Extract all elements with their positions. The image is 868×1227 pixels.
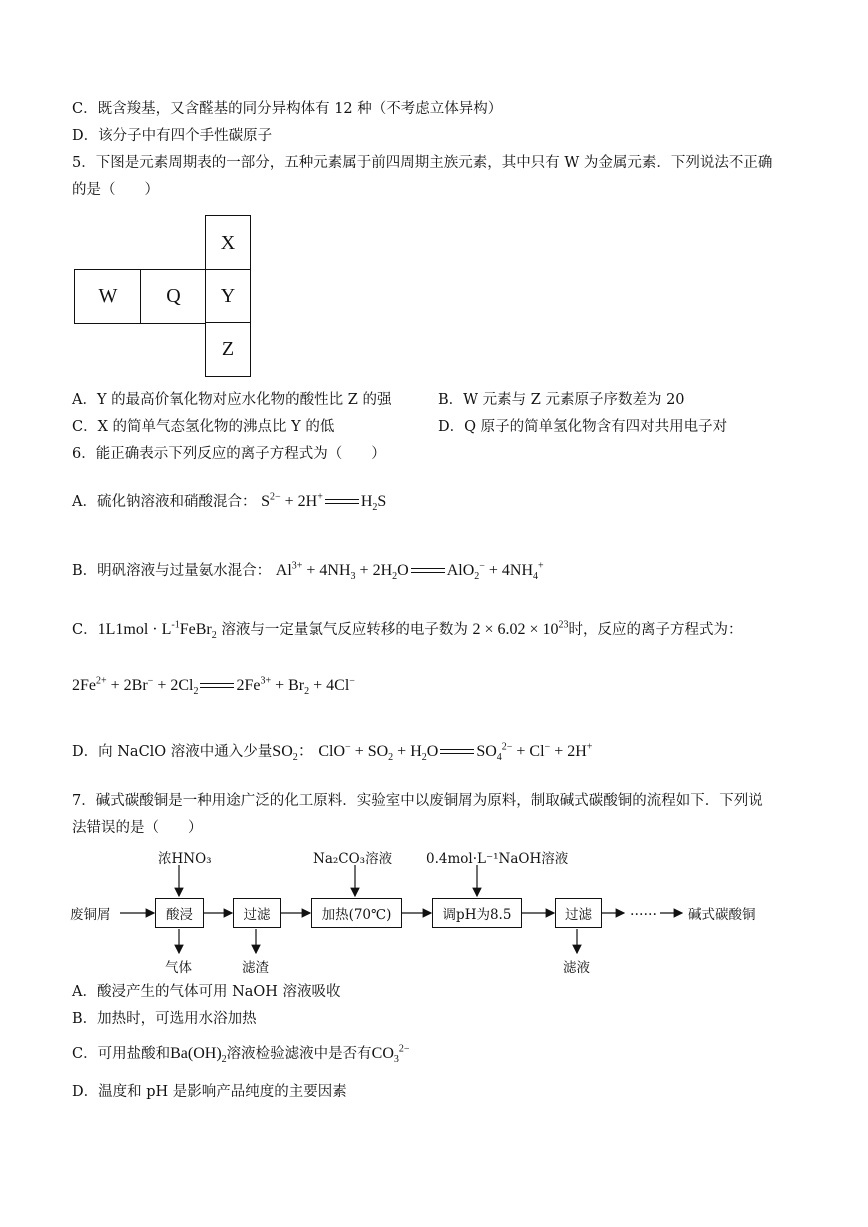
- q5-stem-line1: 5．下图是元素周期表的一部分，五种元素属于前四周期主族元素，其中只有 W 为金属元素．下列说法不正确: [72, 155, 773, 171]
- q6c-concentration: $1L1mol \cdot L^{-1}FeBr_2$: [97, 619, 217, 642]
- q7-option-b: B．加热时，可选用水浴加热: [72, 1011, 257, 1027]
- q6c-equation: $2Fe^{2+} + 2Br^- + 2Cl_2$ $2Fe^{3+} + Br_2 + 4Cl^-$: [72, 675, 355, 698]
- q5-option-c: C．X 的简单气态氢化物的沸点比 Y 的低: [72, 419, 335, 435]
- cell-z: Z: [205, 322, 251, 377]
- q6-stem: 6．能正确表示下列反应的离子方程式为（ ）: [72, 446, 386, 462]
- q6c-text1: 溶液与一定量氯气反应转移的电子数为: [221, 622, 468, 638]
- input-na2co3: Na₂CO₃溶液: [313, 851, 393, 867]
- q6-option-a: [72, 492, 386, 512]
- q6c-equation-line: [72, 676, 355, 696]
- flow-end: 碱式碳酸铜: [688, 907, 756, 923]
- q6-option-c: C．$1L1mol \cdot L^{-1}FeBr_2$ 溶液与一定量氯气反应转移的电子数为 $2 \times 6.02 \times 10^{23}$时，反应的离子方程式为：: [72, 619, 743, 642]
- cell-q: Q: [140, 269, 207, 324]
- q6a-text: A．硫化钠溶液和硝酸混合：: [72, 494, 257, 510]
- q6d-text: D．向 NaClO 溶液中通入少量: [72, 744, 273, 760]
- q7-option-d: D．温度和 pH 是影响产品纯度的主要因素: [72, 1084, 347, 1100]
- q6b-equation: $Al^{3+} + 4NH_3 + 2H_2O$ $AlO_2^- + 4NH_4^+$: [275, 560, 544, 583]
- q5-stem-line2: 的是（ ）: [72, 182, 159, 198]
- periodic-table-fragment: [74, 215, 252, 379]
- step-filter-1: 过滤: [233, 898, 281, 928]
- cell-y: Y: [205, 269, 251, 324]
- q7c-baoh2: $Ba(OH)_2$: [170, 1045, 227, 1066]
- q5-option-a: A．Y 的最高价氧化物对应水化物的酸性比 Z 的强: [72, 392, 392, 408]
- q7c-text2: 溶液检验滤液中是否有: [226, 1046, 372, 1062]
- step-acid-leach: 酸浸: [155, 898, 204, 928]
- step-filter-2: 过滤: [555, 898, 602, 928]
- q6a-equation: $S^{2-} + 2H^+$ $H_2S$: [261, 491, 387, 514]
- q4-option-d: D．该分子中有四个手性碳原子: [72, 128, 273, 144]
- q6d-equation: $ClO^- + SO_2 + H_2O$ $SO_4^{2-} + Cl^- + 2H^+$: [318, 741, 593, 764]
- cell-w: W: [74, 269, 142, 324]
- step-heat: 加热(70℃): [311, 898, 402, 928]
- input-naoh: 0.4mol·L⁻¹NaOH溶液: [426, 851, 569, 867]
- q7c-text1: C．可用盐酸和: [72, 1046, 171, 1062]
- step-adjust-ph: 调pH为8.5: [432, 898, 522, 928]
- q7-stem-line2: 法错误的是（ ）: [72, 820, 203, 836]
- output-residue: 滤渣: [242, 960, 269, 976]
- output-gas: 气体: [165, 960, 192, 976]
- q7-option-a: A．酸浸产生的气体可用 NaOH 溶液吸收: [72, 984, 341, 1000]
- q5-option-d: D．Q 原子的简单氢化物含有四对共用电子对: [438, 419, 728, 435]
- flow-ellipsis: ……: [630, 903, 657, 919]
- q6b-text: B．明矾溶液与过量氨水混合：: [72, 563, 272, 579]
- cell-x: X: [205, 215, 251, 271]
- q7-option-c: [72, 1044, 410, 1064]
- q6c-text2: 时，反应的离子方程式为：: [568, 622, 743, 638]
- flow-start: 废铜屑: [70, 907, 111, 923]
- flow-chart: [70, 843, 790, 983]
- q6c-electron-count: $2 \times 6.02 \times 10^{23}$: [472, 619, 569, 638]
- q6d-so2: $SO_2$：: [272, 743, 314, 764]
- q6-option-d: [72, 742, 592, 762]
- output-filtrate: 滤液: [563, 960, 590, 976]
- q4-option-c: C．既含羧基，又含醛基的同分异构体有 12 种（不考虑立体异构）: [72, 101, 503, 117]
- q5-option-b: B．W 元素与 Z 元素原子序数差为 20: [438, 392, 685, 408]
- q6-option-b: [72, 561, 544, 581]
- q7-stem-line1: 7．碱式碳酸铜是一种用途广泛的化工原料．实验室中以废铜屑为原料，制取碱式碳酸铜的流程如下．下列说: [72, 793, 763, 809]
- input-conc-hno3: 浓HNO₃: [158, 851, 212, 867]
- q7c-carbonate: $CO_3^{2-}$: [371, 1043, 410, 1066]
